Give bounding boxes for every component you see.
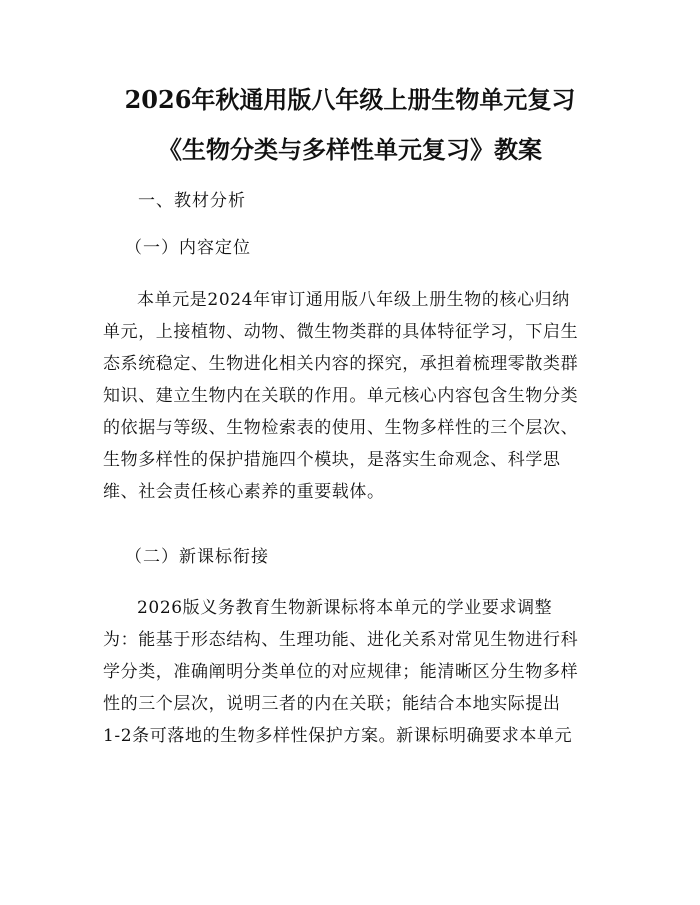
paragraph-line: 的依据与等级、生物检索表的使用、生物多样性的三个层次、 [103, 418, 579, 438]
paragraph-line: 态系统稳定、生物进化相关内容的探究，承担着梳理零散类群 [103, 354, 579, 374]
paragraph-content-positioning [103, 284, 600, 508]
subsection-heading-new-curriculum: （二）新课标衔接 [125, 547, 269, 567]
paragraph-line: 知识、建立生物内在关联的作用。单元核心内容包含生物分类 [103, 386, 579, 406]
paragraph-line: 2026版义务教育生物新课标将本单元的学业要求调整 [137, 598, 553, 618]
paragraph-line: 本单元是2024年审订通用版八年级上册生物的核心归纳 [137, 290, 570, 310]
paragraph-new-curriculum [103, 592, 600, 752]
paragraph-line: 性的三个层次，说明三者的内在关联；能结合本地实际提出 [103, 694, 561, 714]
paragraph-line: 1-2条可落地的生物多样性保护方案。新课标明确要求本单元 [103, 726, 573, 746]
subsection-heading-content-positioning: （一）内容定位 [125, 238, 251, 258]
paragraph-line: 为：能基于形态结构、生理功能、进化关系对常见生物进行科 [103, 630, 579, 650]
document-title-line-2: 《生物分类与多样性单元复习》教案 [158, 135, 542, 164]
section-heading-materials-analysis: 一、教材分析 [138, 191, 246, 211]
paragraph-line: 学分类，准确阐明分类单位的对应规律；能清晰区分生物多样 [103, 662, 579, 682]
paragraph-line: 生物多样性的保护措施四个模块，是落实生命观念、科学思 [103, 450, 561, 470]
paragraph-line: 单元，上接植物、动物、微生物类群的具体特征学习，下启生 [103, 322, 579, 342]
paragraph-line: 维、社会责任核心素养的重要载体。 [103, 482, 385, 502]
document-title-line-1: 2026年秋通用版八年级上册生物单元复习 [124, 85, 576, 114]
